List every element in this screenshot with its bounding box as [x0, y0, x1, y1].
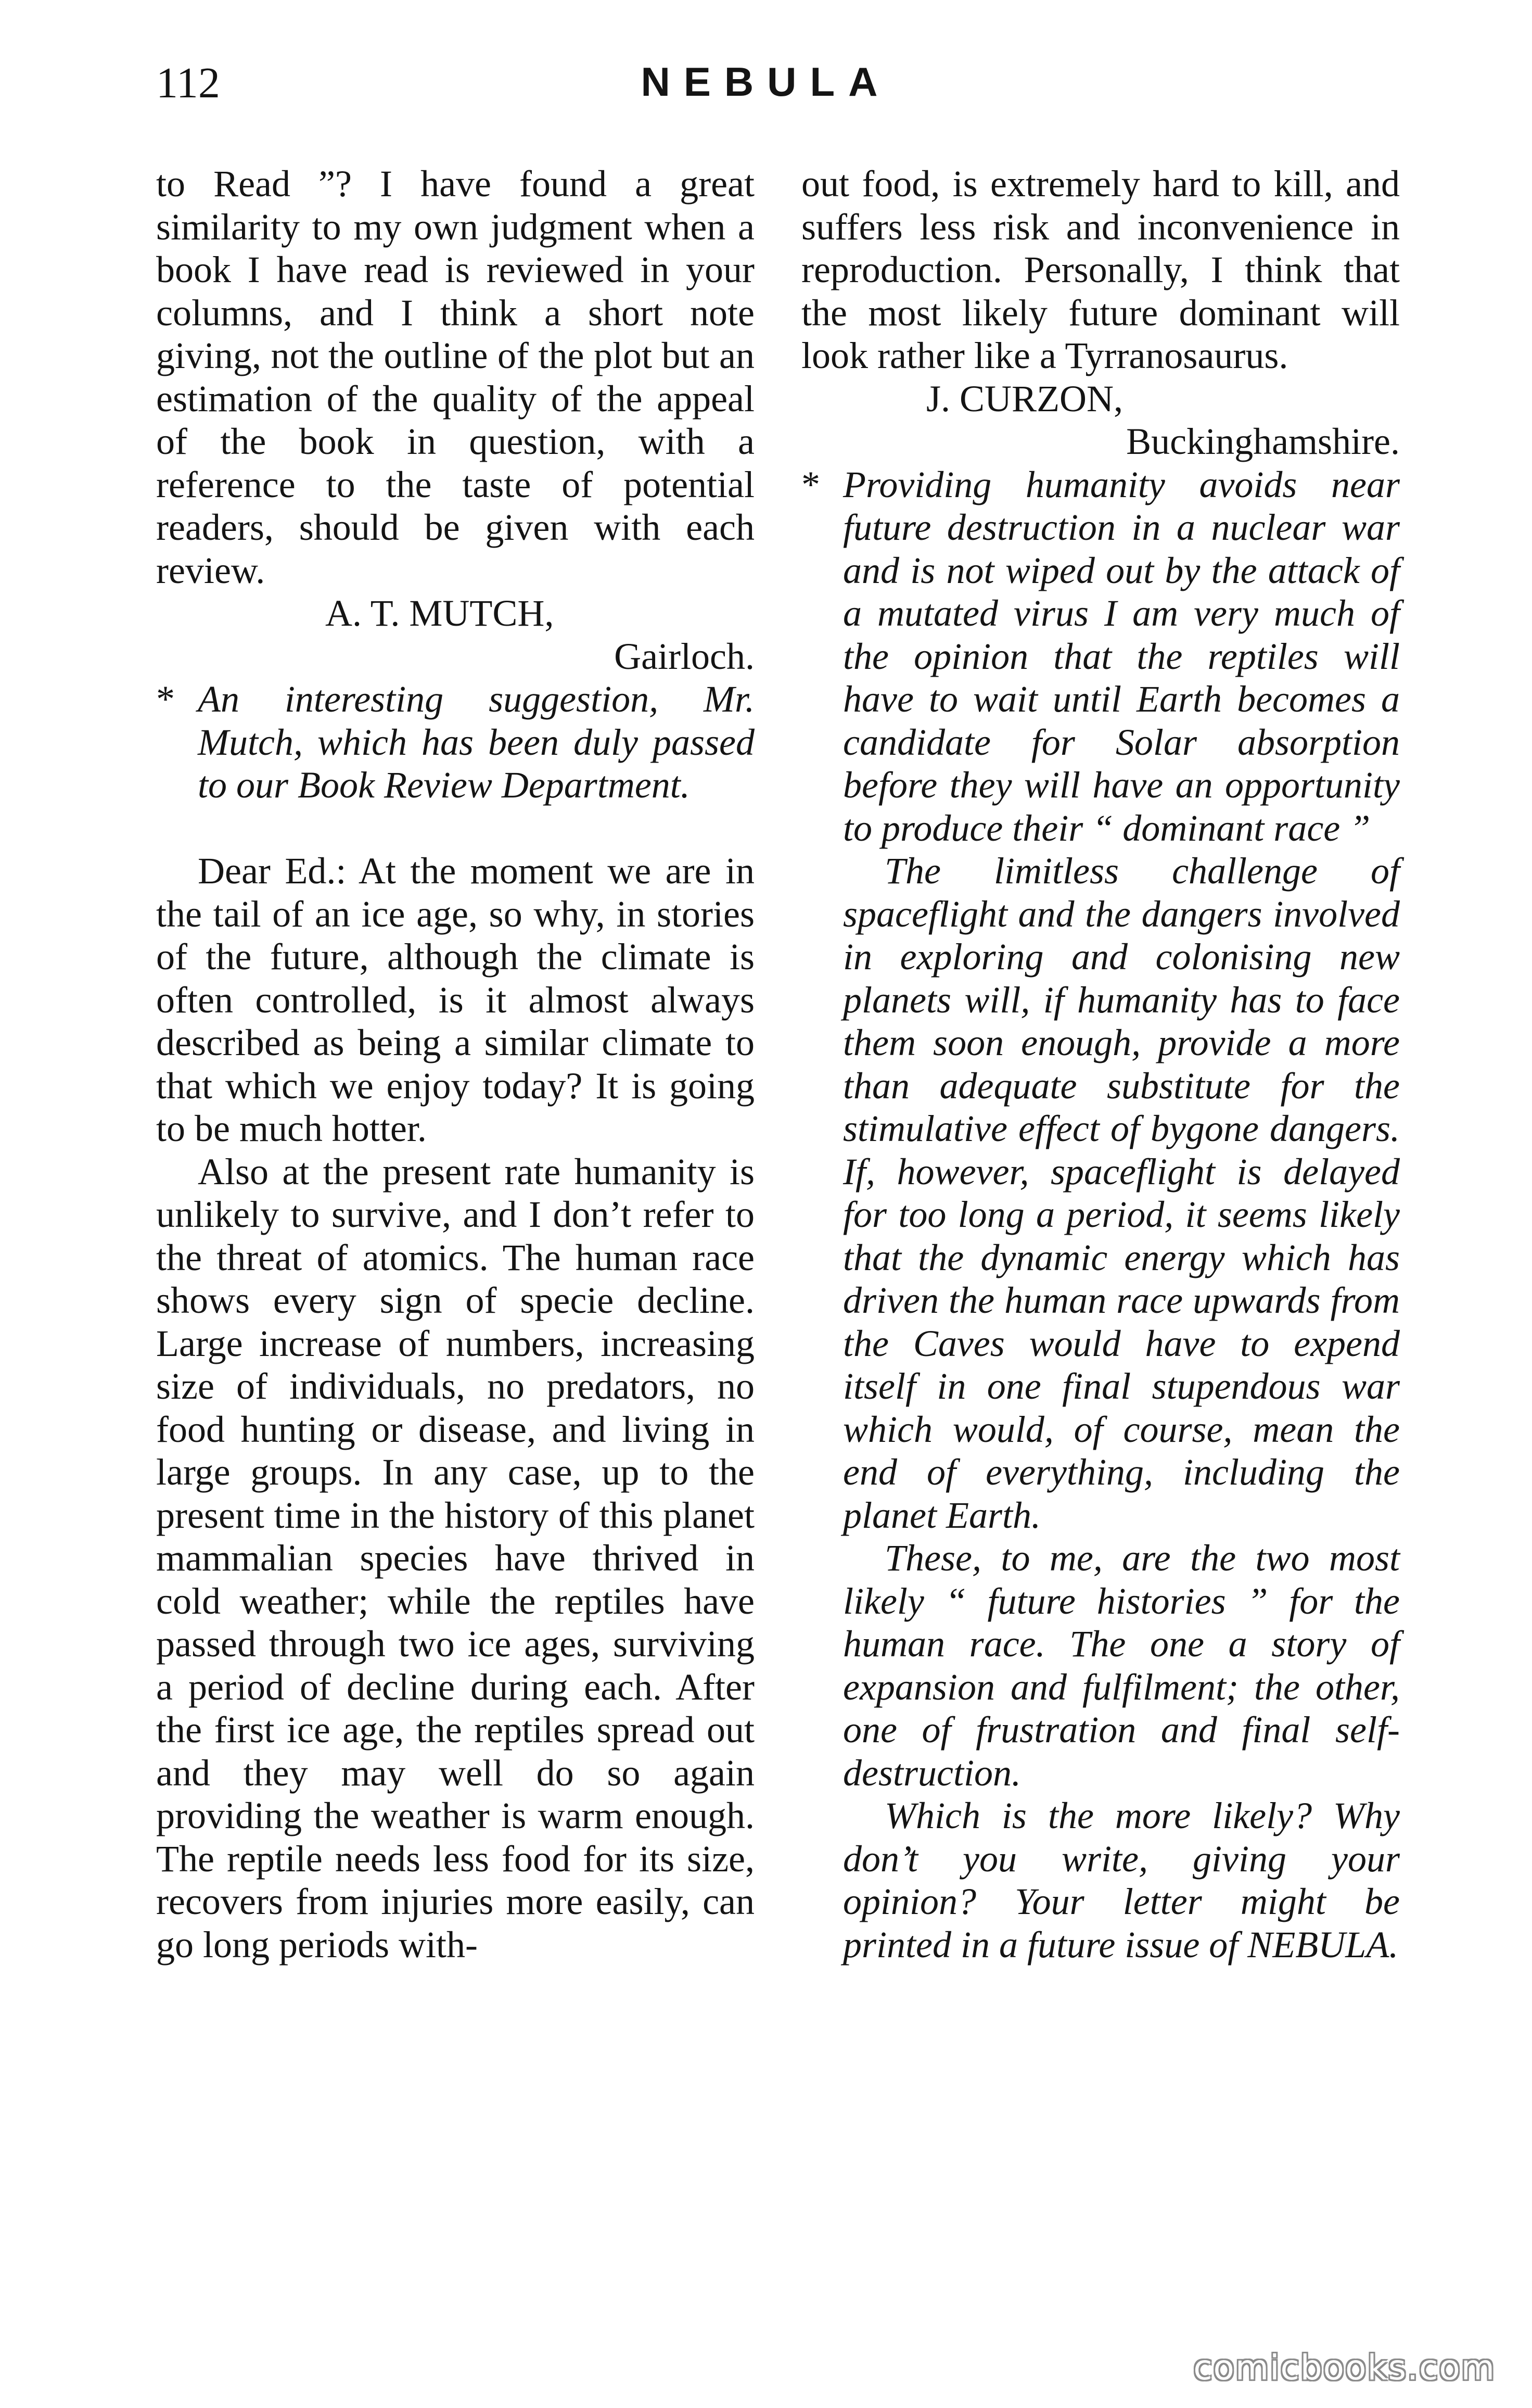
editor-reply-marker: *: [801, 463, 820, 505]
letter-paragraph: Dear Ed.: At the moment we are in the tail of an ice age, so why, in stories of the future, although the climate is often controlled, is it almost always described as being a similar climate to that which we enjoy today? It is going to be much hotter.: [156, 850, 755, 1149]
page-number: 112: [156, 59, 220, 107]
letter-paragraph-continued: out food, is extremely hard to kill, and suffers less risk and inconvenience in reproduction. Personally, I think that the most likely future dominant will look rather like a Tyrranosaurus.: [801, 163, 1400, 376]
letter-signature: J. CURZON,: [926, 377, 1124, 420]
watermark: comicbooks.com: [1193, 2348, 1496, 2388]
editor-reply-paragraph: Providing humanity avoids near future destruction in a nuclear war and is not wiped out by the attack of a mutated virus I am very much of the opinion that the reptiles will have to wait until Earth becomes a candidate for Solar absorption before they will have an opportunity to produce their “ dominant race ”: [843, 463, 1400, 849]
section-gap: [156, 807, 755, 850]
letter-location: Buckinghamshire.: [1126, 421, 1400, 462]
letter-signature: A. T. MUTCH,: [325, 592, 554, 634]
editor-reply: [156, 678, 755, 807]
editor-reply-paragraph: The limitless challenge of spaceflight and the dangers involved in exploring and colonising new planets will, if humanity has to face them soon enough, provide a more than adequate substitute for the stimulative effect of bygone dangers. If, however, spaceflight is delayed for too long a period, it seems likely that the dynamic energy which has driven the human race upwards from the Caves would have to expend itself in one final stupendous war which would, of course, mean the end of everything, including the planet Earth.: [843, 850, 1400, 1536]
magazine-title: NEBULA: [641, 59, 891, 105]
editor-reply-text: An interesting suggestion, Mr. Mutch, which has been duly passed to our Book Review Department.: [198, 678, 755, 806]
editor-reply-marker: *: [156, 678, 175, 720]
letter-paragraph: Also at the present rate humanity is unlikely to survive, and I don’t refer to the threat of atomics. The human race shows every sign of specie decline. Large increase of numbers, increasing size of individuals, no predators, no food hunting or disease, and living in large groups. In any case, up to the present time in the history of this planet mammalian species have thrived in cold weather; while the reptiles have passed through two ice ages, surviving a period of decline during each. After the first ice age, the reptiles spread out and they may well do so again providing the weather is warm enough. The reptile needs less food for its size, recovers from injuries more easily, can go long periods with-: [156, 1150, 755, 1966]
editor-reply-paragraph: These, to me, are the two most likely “ future histories ” for the human race. The one a story of expansion and fulfilment; the other, one of frustration and final self-destruction.: [843, 1537, 1400, 1794]
letter-body: to Read ”? I have found a great similarity to my own judgment when a book I have read is reviewed in your columns, and I think a short note giving, not the outline of the plot but an estimation of the quality of the appeal of the book in question, with a reference to the taste of potential readers, should be given with each review.: [156, 163, 755, 591]
right-column: [801, 162, 1400, 1966]
editor-reply: [801, 463, 1400, 1967]
left-column: [156, 162, 755, 1966]
editor-reply-paragraph: Which is the more likely? Why don’t you write, giving your opinion? Your letter might be printed in a future issue of NEBULA.: [843, 1795, 1400, 1966]
letter-location: Gairloch.: [614, 635, 755, 677]
